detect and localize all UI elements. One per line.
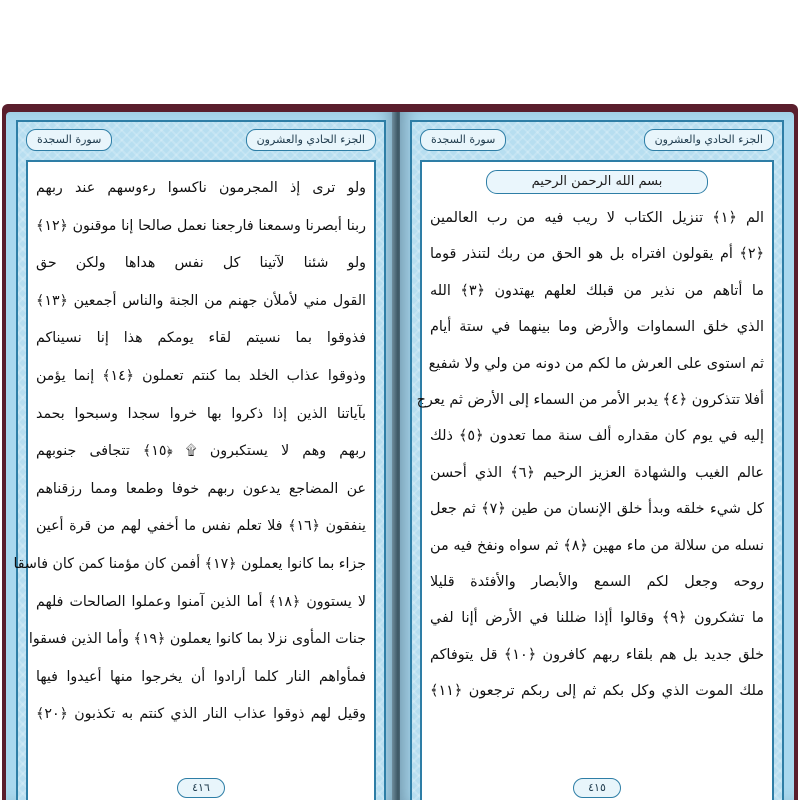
verse-line: ربنا أبصرنا وسمعنا فارجعنا نعمل صالحا إنا موقنون ﴿١٢﴾ bbox=[36, 217, 366, 234]
verse-line: ما أتاهم من نذير من قبلك لعلهم يهتدون ﴿٣﴾ الله bbox=[430, 282, 764, 299]
verse-line: ولو شئنا لآتينا كل نفس هداها ولكن حق bbox=[36, 255, 366, 272]
right-surah-name: سورة السجدة bbox=[420, 129, 506, 151]
basmala: بسم الله الرحمن الرحيم bbox=[486, 170, 708, 194]
right-juz-name: الجزء الحادي والعشرون bbox=[644, 129, 774, 151]
verse-line: نسله من سلالة من ماء مهين ﴿٨﴾ ثم سواه ونفخ فيه من bbox=[430, 537, 764, 554]
right-page-footer bbox=[422, 776, 772, 800]
left-juz-name: الجزء الحادي والعشرون bbox=[246, 129, 376, 151]
verse-line: إليه في يوم كان مقداره ألف سنة مما تعدون ﴿٥﴾ ذلك bbox=[430, 428, 764, 445]
verse-line: ينفقون ﴿١٦﴾ فلا تعلم نفس ما أخفي لهم من قرة أعين bbox=[36, 518, 366, 535]
verse-line: عن المضاجع يدعون ربهم خوفا وطمعا ومما رزقناهم bbox=[36, 480, 366, 497]
right-page-frame bbox=[410, 120, 784, 800]
verse-line: الم ﴿١﴾ تنزيل الكتاب لا ريب فيه من رب العالمين bbox=[430, 210, 764, 226]
left-page-number: ٤١٦ bbox=[177, 778, 225, 798]
verse-line: ولو ترى إذ المجرمون ناكسوا رءوسهم عند ربهم bbox=[36, 180, 366, 196]
verse-line: القول مني لأملأن جهنم من الجنة والناس أجمعين ﴿١٣﴾ bbox=[36, 292, 366, 309]
verse-line: وذوقوا عذاب الخلد بما كنتم تعملون ﴿١٤﴾ إنما يؤمن bbox=[36, 367, 366, 384]
left-surah-name: سورة السجدة bbox=[26, 129, 112, 151]
right-lines bbox=[416, 200, 765, 709]
verse-line: ربهم وهم لا يستكبرون ۩ ﴿١٥﴾ تتجافى جنوبهم bbox=[36, 443, 366, 460]
verse-line: كل شيء خلقه وبدأ خلق الإنسان من طين ﴿٧﴾ ثم جعل bbox=[430, 501, 764, 518]
verse-line: ملك الموت الذي وكل بكم ثم إلى ربكم ترجعون ﴿١١﴾ bbox=[430, 683, 764, 700]
right-page-number: ٤١٥ bbox=[573, 778, 621, 798]
verse-line: أفلا تتذكرون ﴿٤﴾ يدبر الأمر من السماء إلى الأرض ثم يعرج bbox=[416, 391, 764, 408]
verse-line: وقيل لهم ذوقوا عذاب النار الذي كنتم به تكذبون ﴿٢٠﴾ bbox=[36, 706, 366, 723]
verse-line: فذوقوا بما نسيتم لقاء يومكم هذا إنا نسيناكم bbox=[36, 330, 366, 347]
left-page-header bbox=[26, 128, 376, 152]
left-text-area bbox=[13, 160, 376, 800]
verse-line: ثم استوى على العرش ما لكم من دونه من ولي ولا شفيع bbox=[428, 355, 764, 372]
verse-line: عالم الغيب والشهادة العزيز الرحيم ﴿٦﴾ الذي أحسن bbox=[430, 464, 764, 481]
verse-line: روحه وجعل لكم السمع والأبصار والأفئدة قليلا bbox=[430, 573, 764, 590]
verse-line: لا يستوون ﴿١٨﴾ أما الذين آمنوا وعملوا الصالحات فلهم bbox=[36, 593, 366, 610]
right-page bbox=[400, 112, 794, 800]
verse-line: ﴿٢﴾ أم يقولون افتراه بل هو الحق من ربك لتنذر قوما bbox=[430, 246, 764, 263]
verse-line: ما تشكرون ﴿٩﴾ وقالوا أإذا ضللنا في الأرض أإنا لفي bbox=[430, 610, 765, 627]
left-page-footer bbox=[28, 776, 374, 800]
verse-line: بآياتنا الذين إذا ذكروا بها خروا سجدا وسبحوا بحمد bbox=[36, 405, 366, 422]
left-page-frame bbox=[13, 120, 386, 800]
verse-line: جزاء بما كانوا يعملون ﴿١٧﴾ أفمن كان مؤمنا كمن كان فاسقا bbox=[13, 555, 366, 572]
right-page-header bbox=[420, 128, 774, 152]
left-page bbox=[6, 112, 396, 800]
verse-line: جنات المأوى نزلا بما كانوا يعملون ﴿١٩﴾ وأما الذين فسقوا bbox=[28, 631, 366, 648]
verse-line: الذي خلق السماوات والأرض وما بينهما في ستة أيام bbox=[430, 319, 764, 336]
verse-line: خلق جديد بل هم بلقاء ربهم كافرون ﴿١٠﴾ قل يتوفاكم bbox=[430, 646, 764, 663]
right-text-area bbox=[416, 160, 774, 800]
left-lines bbox=[13, 170, 366, 734]
verse-line: فمأواهم النار كلما أرادوا أن يخرجوا منها أعيدوا فيها bbox=[36, 668, 366, 685]
open-mushaf-book bbox=[0, 100, 800, 800]
